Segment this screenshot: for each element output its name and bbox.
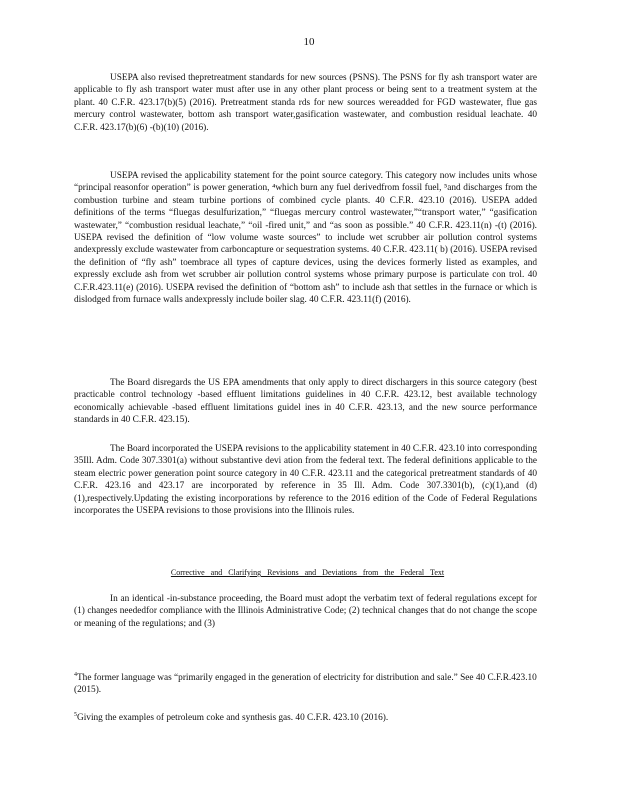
paragraph-text: The Board disregards the US EPA amendments that only apply to direct dischargers in this source category (best practicable control technology -based effluent limitations guidelines in 40 C.F.R. 423.12, best available technology economically achievable -based effluent limitations guidel ines in 40 C.F.R. 423.13, and the new source performance standards in 40 C.F.R. 423.15). <box>74 378 537 426</box>
section-heading: Corrective and Clarifying Revisions and Deviations from the Federal Text <box>170 568 445 577</box>
footnote-text <box>74 712 537 724</box>
paragraph-text: In an identical -in-substance proceeding, the Board must adopt the verbatim text of federal regulations except for (1) changes neededfor compliance with the Illinois Administrative Code; (2) technical changes that do not change the scope or meaning of the regulations; and (3) <box>74 594 537 629</box>
paragraph-text: The Board incorporated the USEPA revisions to the applicability statement in 40 C.F.R. 423.10 into corresponding 35Ill. Adm. Code 307.3301(a) without substantive devi ation from the federal text. The federal definitions applicable to the steam electric power generation point source category in 40 C.F.R. 423.11 and the categorical pretreatment standards of 40 C.F.R. 423.16 and 423.17 are incorporated by reference in 35 Ill. Adm. Code 307.3301(b), (c)(1),and (d)(1),respectively.Updating the existing incorporations by reference to the 2016 edition of the Code of Federal Regulations incorporates the USEPA revisions to those provisions into the Illinois rules. <box>74 444 537 517</box>
footnote-body: Giving the examples of petroleum coke and synthesis gas. 40 C.F.R. 423.10 (2016). <box>77 713 389 723</box>
footnote-marker: 4 <box>74 671 77 678</box>
paragraph-identical-in-substance <box>74 593 537 630</box>
paragraph-psns-revision <box>74 72 537 134</box>
paragraph-incorporation <box>74 443 537 517</box>
page-number: 10 <box>303 36 315 48</box>
paragraph-direct-dischargers <box>74 377 537 427</box>
footnote-body: The former language was “primarily engaged in the generation of electricity for distribution and sale.” See 40 C.F.R.423.10 (2015). <box>74 673 537 696</box>
footnote-text <box>74 672 537 697</box>
paragraph-applicability-revision <box>74 170 537 306</box>
paragraph-text: USEPA also revised thepretreatment standards for new sources (PSNS). The PSNS for fly ash transport water are applicable to fly ash transport water must after use in any other plant process or being sent to a treatment system at the plant. 40 C.F.R. 423.17(b)(5) (2016). Pretreatment standa rds for new sources wereadded for FGD wastewater, flue gas mercury control wastewater, bottom ash transport water,gasification wastewater, and combustion residual leachate. 40 C.F.R. 423.17(b)(6) -(b)(10) (2016). <box>74 73 537 133</box>
footnote-4 <box>74 672 537 697</box>
footnote-marker: 5 <box>74 711 77 718</box>
paragraph-text: USEPA revised the applicability statement for the point source category. This category now includes units whose “principal reasonfor operation” is power generation, ⁴which burn any fuel derivedfrom fossil fuel, ⁵and discharges from the combustion turbine and steam turbine portions of combined cycle plants. 40 C.F.R. 423.10 (2016). USEPA added definitions of the terms “fluegas desulfurization,” “fluegas mercury control wastewater,”“transport water,” “gasification wastewater,” “combustion residual leachate,” “oil -fired unit,” and “as soon as possible.” 40 C.F.R. 423.11(n) -(t) (2016). USEPA revised the definition of “low volume waste sources” to include wet scrubber air pollution control systems andexpressly exclude wastewater from carboncapture or sequestration systems. 40 C.F.R. 423.11( b) (2016). USEPA revised the definition of “fly ash” toembrace all types of capture devices, using the devices formerly listed as examples, and expressly exclude ash from wet scrubber air pollution control systems whose primary purpose is particulate con trol. 40 C.F.R.423.11(e) (2016). USEPA revised the definition of “bottom ash” to include ash that settles in the furnace or which is dislodged from furnace walls andexpressly include boiler slag. 40 C.F.R. 423.11(f) (2016). <box>74 171 537 306</box>
footnote-5 <box>74 712 537 724</box>
